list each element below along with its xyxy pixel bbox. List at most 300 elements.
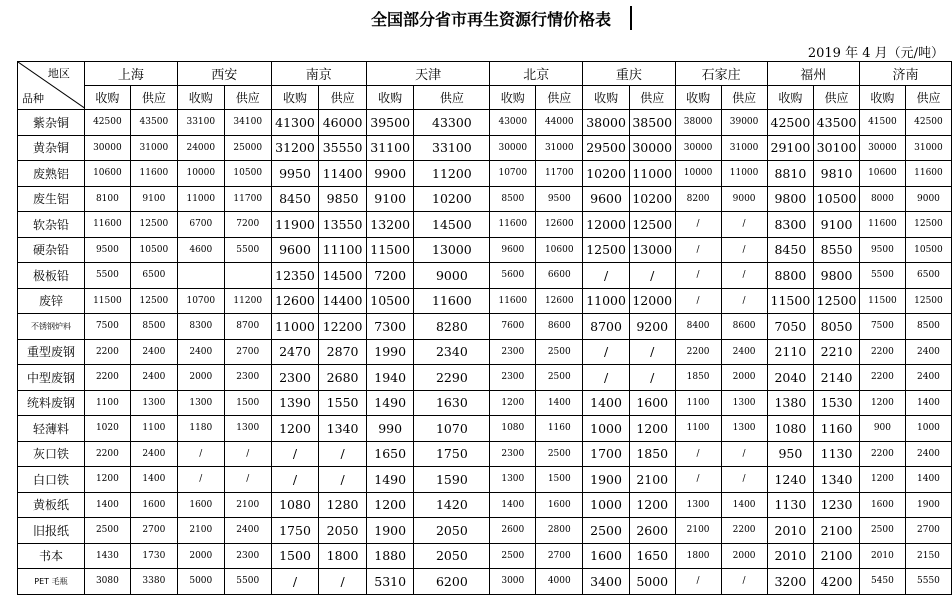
sell-price-cell: 9850 <box>319 186 367 212</box>
sell-price-cell: 1160 <box>814 416 860 442</box>
buy-header: 收购 <box>767 86 814 110</box>
buy-price-cell: 2500 <box>859 518 905 544</box>
buy-price-cell: 5500 <box>859 263 905 289</box>
buy-price-cell: / <box>675 569 721 595</box>
buy-price-cell: 2300 <box>490 339 536 365</box>
sell-price-cell: 5500 <box>224 237 271 263</box>
sell-price-cell: 2700 <box>536 543 583 569</box>
buy-price-cell: 7500 <box>84 314 130 340</box>
sell-price-cell: / <box>721 212 767 238</box>
buy-price-cell: 2300 <box>490 441 536 467</box>
buy-price-cell: 2010 <box>859 543 905 569</box>
sell-price-cell: 10500 <box>224 161 271 187</box>
sell-price-cell: 6500 <box>905 263 951 289</box>
table-row <box>18 441 952 467</box>
sell-price-cell: 1340 <box>814 467 860 493</box>
buy-price-cell: 1490 <box>366 390 414 416</box>
sell-price-cell: 31000 <box>536 135 583 161</box>
sell-price-cell: / <box>319 441 367 467</box>
buy-price-cell: 30000 <box>859 135 905 161</box>
buy-header: 收购 <box>366 86 414 110</box>
buy-price-cell: 2110 <box>767 339 814 365</box>
sell-price-cell: 2400 <box>130 441 177 467</box>
sell-price-cell: 1130 <box>814 441 860 467</box>
buy-price-cell: 1990 <box>366 339 414 365</box>
sell-price-cell: 5500 <box>224 569 271 595</box>
sell-price-cell: 1630 <box>414 390 490 416</box>
sell-price-cell: 8500 <box>905 314 951 340</box>
sell-price-cell: 1600 <box>629 390 675 416</box>
sell-price-cell: 2700 <box>905 518 951 544</box>
buy-header: 收购 <box>271 86 319 110</box>
sell-price-cell: 2050 <box>319 518 367 544</box>
buy-price-cell: 42500 <box>767 110 814 136</box>
sell-header: 供应 <box>536 86 583 110</box>
sell-price-cell: 1600 <box>130 492 177 518</box>
sell-price-cell: / <box>721 237 767 263</box>
sell-price-cell: / <box>224 441 271 467</box>
buy-price-cell: 2200 <box>84 365 130 391</box>
sell-price-cell: 11600 <box>130 161 177 187</box>
buy-price-cell: 8800 <box>767 263 814 289</box>
sell-price-cell: 1590 <box>414 467 490 493</box>
sell-price-cell: 1200 <box>629 416 675 442</box>
material-name: 中型废钢 <box>18 365 85 391</box>
buy-price-cell: 42500 <box>84 110 130 136</box>
sell-price-cell: 2600 <box>629 518 675 544</box>
buy-price-cell: 2200 <box>84 441 130 467</box>
material-name: 废锌 <box>18 288 85 314</box>
sell-price-cell: 12500 <box>814 288 860 314</box>
sell-price-cell: 3380 <box>130 569 177 595</box>
sell-price-cell: 9000 <box>905 186 951 212</box>
sell-price-cell: 14500 <box>319 263 367 289</box>
buy-price-cell: 11000 <box>271 314 319 340</box>
table-row <box>18 569 952 595</box>
sell-price-cell: 13000 <box>414 237 490 263</box>
buy-price-cell: 1600 <box>859 492 905 518</box>
sell-price-cell: 8050 <box>814 314 860 340</box>
city-header: 西安 <box>177 62 271 86</box>
material-name: 紫杂铜 <box>18 110 85 136</box>
buy-price-cell: 11500 <box>84 288 130 314</box>
sell-price-cell: 2340 <box>414 339 490 365</box>
sell-price-cell: 9000 <box>414 263 490 289</box>
sell-price-cell: 35550 <box>319 135 367 161</box>
buy-price-cell: 9500 <box>859 237 905 263</box>
buy-price-cell: 1100 <box>675 390 721 416</box>
buy-price-cell: 5310 <box>366 569 414 595</box>
buy-price-cell: 2400 <box>177 339 224 365</box>
buy-price-cell: 2000 <box>177 543 224 569</box>
buy-price-cell: 1430 <box>84 543 130 569</box>
buy-price-cell: 1380 <box>767 390 814 416</box>
sell-price-cell: 8500 <box>130 314 177 340</box>
buy-price-cell: 8500 <box>490 186 536 212</box>
buy-price-cell: 9600 <box>271 237 319 263</box>
buy-price-cell: / <box>177 441 224 467</box>
table-row <box>18 365 952 391</box>
buy-price-cell: 10600 <box>84 161 130 187</box>
buy-price-cell: 41300 <box>271 110 319 136</box>
sell-price-cell: 1340 <box>319 416 367 442</box>
sell-price-cell: 10500 <box>814 186 860 212</box>
buy-price-cell: 8450 <box>767 237 814 263</box>
sell-price-cell: 4200 <box>814 569 860 595</box>
buy-price-cell: 29100 <box>767 135 814 161</box>
buy-price-cell: 2200 <box>675 339 721 365</box>
sell-price-cell: 2400 <box>130 339 177 365</box>
sell-price-cell: / <box>721 263 767 289</box>
table-row <box>18 390 952 416</box>
sell-price-cell: 2100 <box>629 467 675 493</box>
sell-price-cell: 31000 <box>130 135 177 161</box>
sell-price-cell: 10200 <box>629 186 675 212</box>
buy-price-cell: 3200 <box>767 569 814 595</box>
buy-price-cell: / <box>583 263 630 289</box>
buy-price-cell: 1940 <box>366 365 414 391</box>
sell-price-cell: 1400 <box>721 492 767 518</box>
buy-price-cell: 2040 <box>767 365 814 391</box>
sell-price-cell: 43500 <box>130 110 177 136</box>
buy-price-cell: 1600 <box>583 543 630 569</box>
sell-price-cell: 8280 <box>414 314 490 340</box>
buy-price-cell <box>177 263 224 289</box>
buy-price-cell: 1000 <box>583 416 630 442</box>
sell-price-cell: 2000 <box>721 365 767 391</box>
sell-price-cell: 43300 <box>414 110 490 136</box>
buy-price-cell: 9600 <box>490 237 536 263</box>
sell-price-cell: 9000 <box>721 186 767 212</box>
buy-price-cell: / <box>675 263 721 289</box>
sell-header: 供应 <box>721 86 767 110</box>
sell-header: 供应 <box>130 86 177 110</box>
city-header: 济南 <box>859 62 951 86</box>
sell-price-cell: 1420 <box>414 492 490 518</box>
buy-price-cell: / <box>271 467 319 493</box>
buy-header: 收购 <box>490 86 536 110</box>
buy-price-cell: 11600 <box>84 212 130 238</box>
buy-price-cell: 2300 <box>490 365 536 391</box>
sell-price-cell: 34100 <box>224 110 271 136</box>
buy-price-cell: 12500 <box>583 237 630 263</box>
text-cursor <box>630 6 632 30</box>
sell-price-cell: 1530 <box>814 390 860 416</box>
table-row <box>18 186 952 212</box>
sell-price-cell: 46000 <box>319 110 367 136</box>
sell-price-cell: 11700 <box>536 161 583 187</box>
buy-price-cell: 39500 <box>366 110 414 136</box>
buy-price-cell: 2200 <box>84 339 130 365</box>
buy-price-cell: 9950 <box>271 161 319 187</box>
material-name: 书本 <box>18 543 85 569</box>
sell-price-cell: 44000 <box>536 110 583 136</box>
table-row <box>18 237 952 263</box>
table-row <box>18 161 952 187</box>
buy-price-cell: 29500 <box>583 135 630 161</box>
sell-price-cell: / <box>721 441 767 467</box>
buy-price-cell: / <box>583 365 630 391</box>
sell-price-cell: 2400 <box>224 518 271 544</box>
buy-price-cell: 1390 <box>271 390 319 416</box>
sell-price-cell: 1600 <box>536 492 583 518</box>
buy-price-cell: 1850 <box>675 365 721 391</box>
sell-price-cell: 2700 <box>130 518 177 544</box>
sell-price-cell: 12000 <box>629 288 675 314</box>
sell-price-cell: 11700 <box>224 186 271 212</box>
buy-price-cell: 1200 <box>366 492 414 518</box>
sell-price-cell: 12500 <box>130 212 177 238</box>
sell-price-cell: 6600 <box>536 263 583 289</box>
table-row <box>18 518 952 544</box>
buy-price-cell: 13200 <box>366 212 414 238</box>
buy-price-cell: 6700 <box>177 212 224 238</box>
buy-price-cell: 31200 <box>271 135 319 161</box>
buy-price-cell: 7300 <box>366 314 414 340</box>
material-name: 废生铝 <box>18 186 85 212</box>
buy-price-cell: 2000 <box>177 365 224 391</box>
buy-price-cell: 11500 <box>767 288 814 314</box>
buy-price-cell: 8300 <box>177 314 224 340</box>
sell-price-cell: 11000 <box>629 161 675 187</box>
sell-price-cell: 43500 <box>814 110 860 136</box>
sell-price-cell: 1400 <box>905 467 951 493</box>
sell-price-cell: 1750 <box>414 441 490 467</box>
sell-price-cell: 2300 <box>224 543 271 569</box>
sell-price-cell: 1000 <box>905 416 951 442</box>
buy-price-cell: 1880 <box>366 543 414 569</box>
sell-price-cell: 2140 <box>814 365 860 391</box>
material-name: 旧报纸 <box>18 518 85 544</box>
sell-price-cell: 1400 <box>130 467 177 493</box>
buy-price-cell: / <box>675 441 721 467</box>
sell-price-cell: 13550 <box>319 212 367 238</box>
material-name: 不锈钢炉料 <box>18 314 85 340</box>
city-header: 福州 <box>767 62 859 86</box>
sell-price-cell: 12600 <box>536 212 583 238</box>
buy-price-cell: 2500 <box>583 518 630 544</box>
sell-header: 供应 <box>629 86 675 110</box>
sell-price-cell: 2500 <box>536 339 583 365</box>
sell-price-cell: 8600 <box>536 314 583 340</box>
sell-price-cell: 9200 <box>629 314 675 340</box>
buy-price-cell: 5450 <box>859 569 905 595</box>
sell-price-cell <box>224 263 271 289</box>
sell-price-cell: 38500 <box>629 110 675 136</box>
buy-price-cell: 1600 <box>177 492 224 518</box>
buy-price-cell: 12000 <box>583 212 630 238</box>
buy-price-cell: 9800 <box>767 186 814 212</box>
buy-price-cell: 12350 <box>271 263 319 289</box>
buy-price-cell: 4600 <box>177 237 224 263</box>
buy-price-cell: 10700 <box>177 288 224 314</box>
buy-header: 收购 <box>675 86 721 110</box>
buy-price-cell: 9100 <box>366 186 414 212</box>
buy-price-cell: / <box>675 237 721 263</box>
sell-price-cell: 9100 <box>130 186 177 212</box>
sell-price-cell: 8600 <box>721 314 767 340</box>
buy-price-cell: 1200 <box>859 467 905 493</box>
sell-price-cell: 2700 <box>224 339 271 365</box>
sell-price-cell: 2400 <box>905 441 951 467</box>
buy-price-cell: 2100 <box>177 518 224 544</box>
buy-price-cell: 11600 <box>490 288 536 314</box>
sell-price-cell: 31000 <box>721 135 767 161</box>
sell-price-cell: 2500 <box>536 441 583 467</box>
sell-price-cell: 30000 <box>629 135 675 161</box>
sell-price-cell: / <box>721 467 767 493</box>
sell-price-cell: 11600 <box>414 288 490 314</box>
sell-header: 供应 <box>814 86 860 110</box>
buy-price-cell: 1700 <box>583 441 630 467</box>
sell-price-cell: 10500 <box>130 237 177 263</box>
sell-price-cell: 11100 <box>319 237 367 263</box>
sell-price-cell: 2100 <box>814 543 860 569</box>
buy-price-cell: 5000 <box>177 569 224 595</box>
buy-price-cell: 1300 <box>177 390 224 416</box>
table-row <box>18 416 952 442</box>
city-header: 重庆 <box>583 62 675 86</box>
table-row <box>18 467 952 493</box>
buy-price-cell: 1900 <box>583 467 630 493</box>
sell-price-cell: 2400 <box>905 365 951 391</box>
buy-price-cell: 24000 <box>177 135 224 161</box>
buy-price-cell: 1100 <box>84 390 130 416</box>
sell-price-cell: 2800 <box>536 518 583 544</box>
material-name: 轻薄料 <box>18 416 85 442</box>
sell-price-cell: 2400 <box>905 339 951 365</box>
sell-price-cell: 9100 <box>814 212 860 238</box>
buy-price-cell: 2300 <box>271 365 319 391</box>
sell-price-cell: 9800 <box>814 263 860 289</box>
buy-price-cell: 1180 <box>177 416 224 442</box>
buy-price-cell: / <box>675 288 721 314</box>
sell-price-cell: 1300 <box>721 416 767 442</box>
sell-price-cell: 2290 <box>414 365 490 391</box>
buy-price-cell: 43000 <box>490 110 536 136</box>
sell-price-cell: 11200 <box>414 161 490 187</box>
table-row <box>18 543 952 569</box>
buy-price-cell: 2010 <box>767 543 814 569</box>
table-row <box>18 339 952 365</box>
buy-price-cell: 9900 <box>366 161 414 187</box>
sell-price-cell: / <box>721 569 767 595</box>
buy-price-cell: 7200 <box>366 263 414 289</box>
buy-price-cell: 1200 <box>859 390 905 416</box>
unit-note: 2019 年 4 月（元/吨） <box>807 46 944 61</box>
sell-price-cell: 42500 <box>905 110 951 136</box>
material-name: 统料废钢 <box>18 390 85 416</box>
buy-price-cell: 1080 <box>490 416 536 442</box>
sell-price-cell: 12500 <box>905 288 951 314</box>
buy-price-cell: 8000 <box>859 186 905 212</box>
sell-price-cell: 6500 <box>130 263 177 289</box>
buy-price-cell: 8810 <box>767 161 814 187</box>
buy-price-cell: 7600 <box>490 314 536 340</box>
sell-price-cell: 8700 <box>224 314 271 340</box>
sell-price-cell: 1300 <box>224 416 271 442</box>
sell-price-cell: 10500 <box>905 237 951 263</box>
sell-price-cell: 12600 <box>536 288 583 314</box>
buy-price-cell: 2200 <box>859 441 905 467</box>
buy-price-cell: 1900 <box>366 518 414 544</box>
sell-price-cell: 8550 <box>814 237 860 263</box>
sell-header: 供应 <box>905 86 951 110</box>
sell-price-cell: 12500 <box>130 288 177 314</box>
sell-price-cell: 12200 <box>319 314 367 340</box>
table-row <box>18 263 952 289</box>
buy-header: 收购 <box>84 86 130 110</box>
buy-price-cell: 3080 <box>84 569 130 595</box>
sell-price-cell: / <box>629 339 675 365</box>
buy-price-cell: 10500 <box>366 288 414 314</box>
table-row <box>18 314 952 340</box>
city-header: 石家庄 <box>675 62 767 86</box>
buy-price-cell: 33100 <box>177 110 224 136</box>
buy-price-cell: 1400 <box>490 492 536 518</box>
sell-price-cell: 2870 <box>319 339 367 365</box>
sell-price-cell: / <box>721 288 767 314</box>
buy-price-cell: 1200 <box>271 416 319 442</box>
buy-price-cell: 1080 <box>767 416 814 442</box>
city-header: 上海 <box>84 62 177 86</box>
sell-price-cell: / <box>224 467 271 493</box>
sell-header: 供应 <box>319 86 367 110</box>
buy-price-cell: 5500 <box>84 263 130 289</box>
sell-price-cell: 9810 <box>814 161 860 187</box>
material-name: 重型废钢 <box>18 339 85 365</box>
material-name: 灰口铁 <box>18 441 85 467</box>
buy-price-cell: 8100 <box>84 186 130 212</box>
sell-price-cell: 9500 <box>536 186 583 212</box>
sell-price-cell: 1730 <box>130 543 177 569</box>
buy-price-cell: / <box>177 467 224 493</box>
material-name: 废熟铝 <box>18 161 85 187</box>
buy-price-cell: 11000 <box>177 186 224 212</box>
table-row <box>18 492 952 518</box>
sell-price-cell: 2200 <box>721 518 767 544</box>
sell-price-cell: 1550 <box>319 390 367 416</box>
price-table <box>17 61 952 595</box>
buy-price-cell: 2100 <box>675 518 721 544</box>
sell-price-cell: 10200 <box>414 186 490 212</box>
sell-price-cell: 1500 <box>224 390 271 416</box>
buy-price-cell: 1750 <box>271 518 319 544</box>
sell-price-cell: 5000 <box>629 569 675 595</box>
buy-price-cell: 5600 <box>490 263 536 289</box>
sell-price-cell: 2050 <box>414 518 490 544</box>
buy-header: 收购 <box>177 86 224 110</box>
corner-header-cell <box>18 62 85 110</box>
buy-price-cell: 1300 <box>675 492 721 518</box>
buy-price-cell: 2600 <box>490 518 536 544</box>
sell-price-cell: 25000 <box>224 135 271 161</box>
sell-price-cell: 1400 <box>905 390 951 416</box>
buy-price-cell: 1800 <box>675 543 721 569</box>
buy-price-cell: 1200 <box>84 467 130 493</box>
sell-price-cell: / <box>629 263 675 289</box>
sell-price-cell: 1160 <box>536 416 583 442</box>
sell-price-cell: 1300 <box>721 390 767 416</box>
buy-price-cell: 10700 <box>490 161 536 187</box>
table-row <box>18 135 952 161</box>
city-header: 北京 <box>490 62 583 86</box>
buy-price-cell: 11600 <box>859 212 905 238</box>
city-header: 南京 <box>271 62 366 86</box>
buy-price-cell: 1080 <box>271 492 319 518</box>
buy-price-cell: 1020 <box>84 416 130 442</box>
buy-price-cell: 10000 <box>675 161 721 187</box>
